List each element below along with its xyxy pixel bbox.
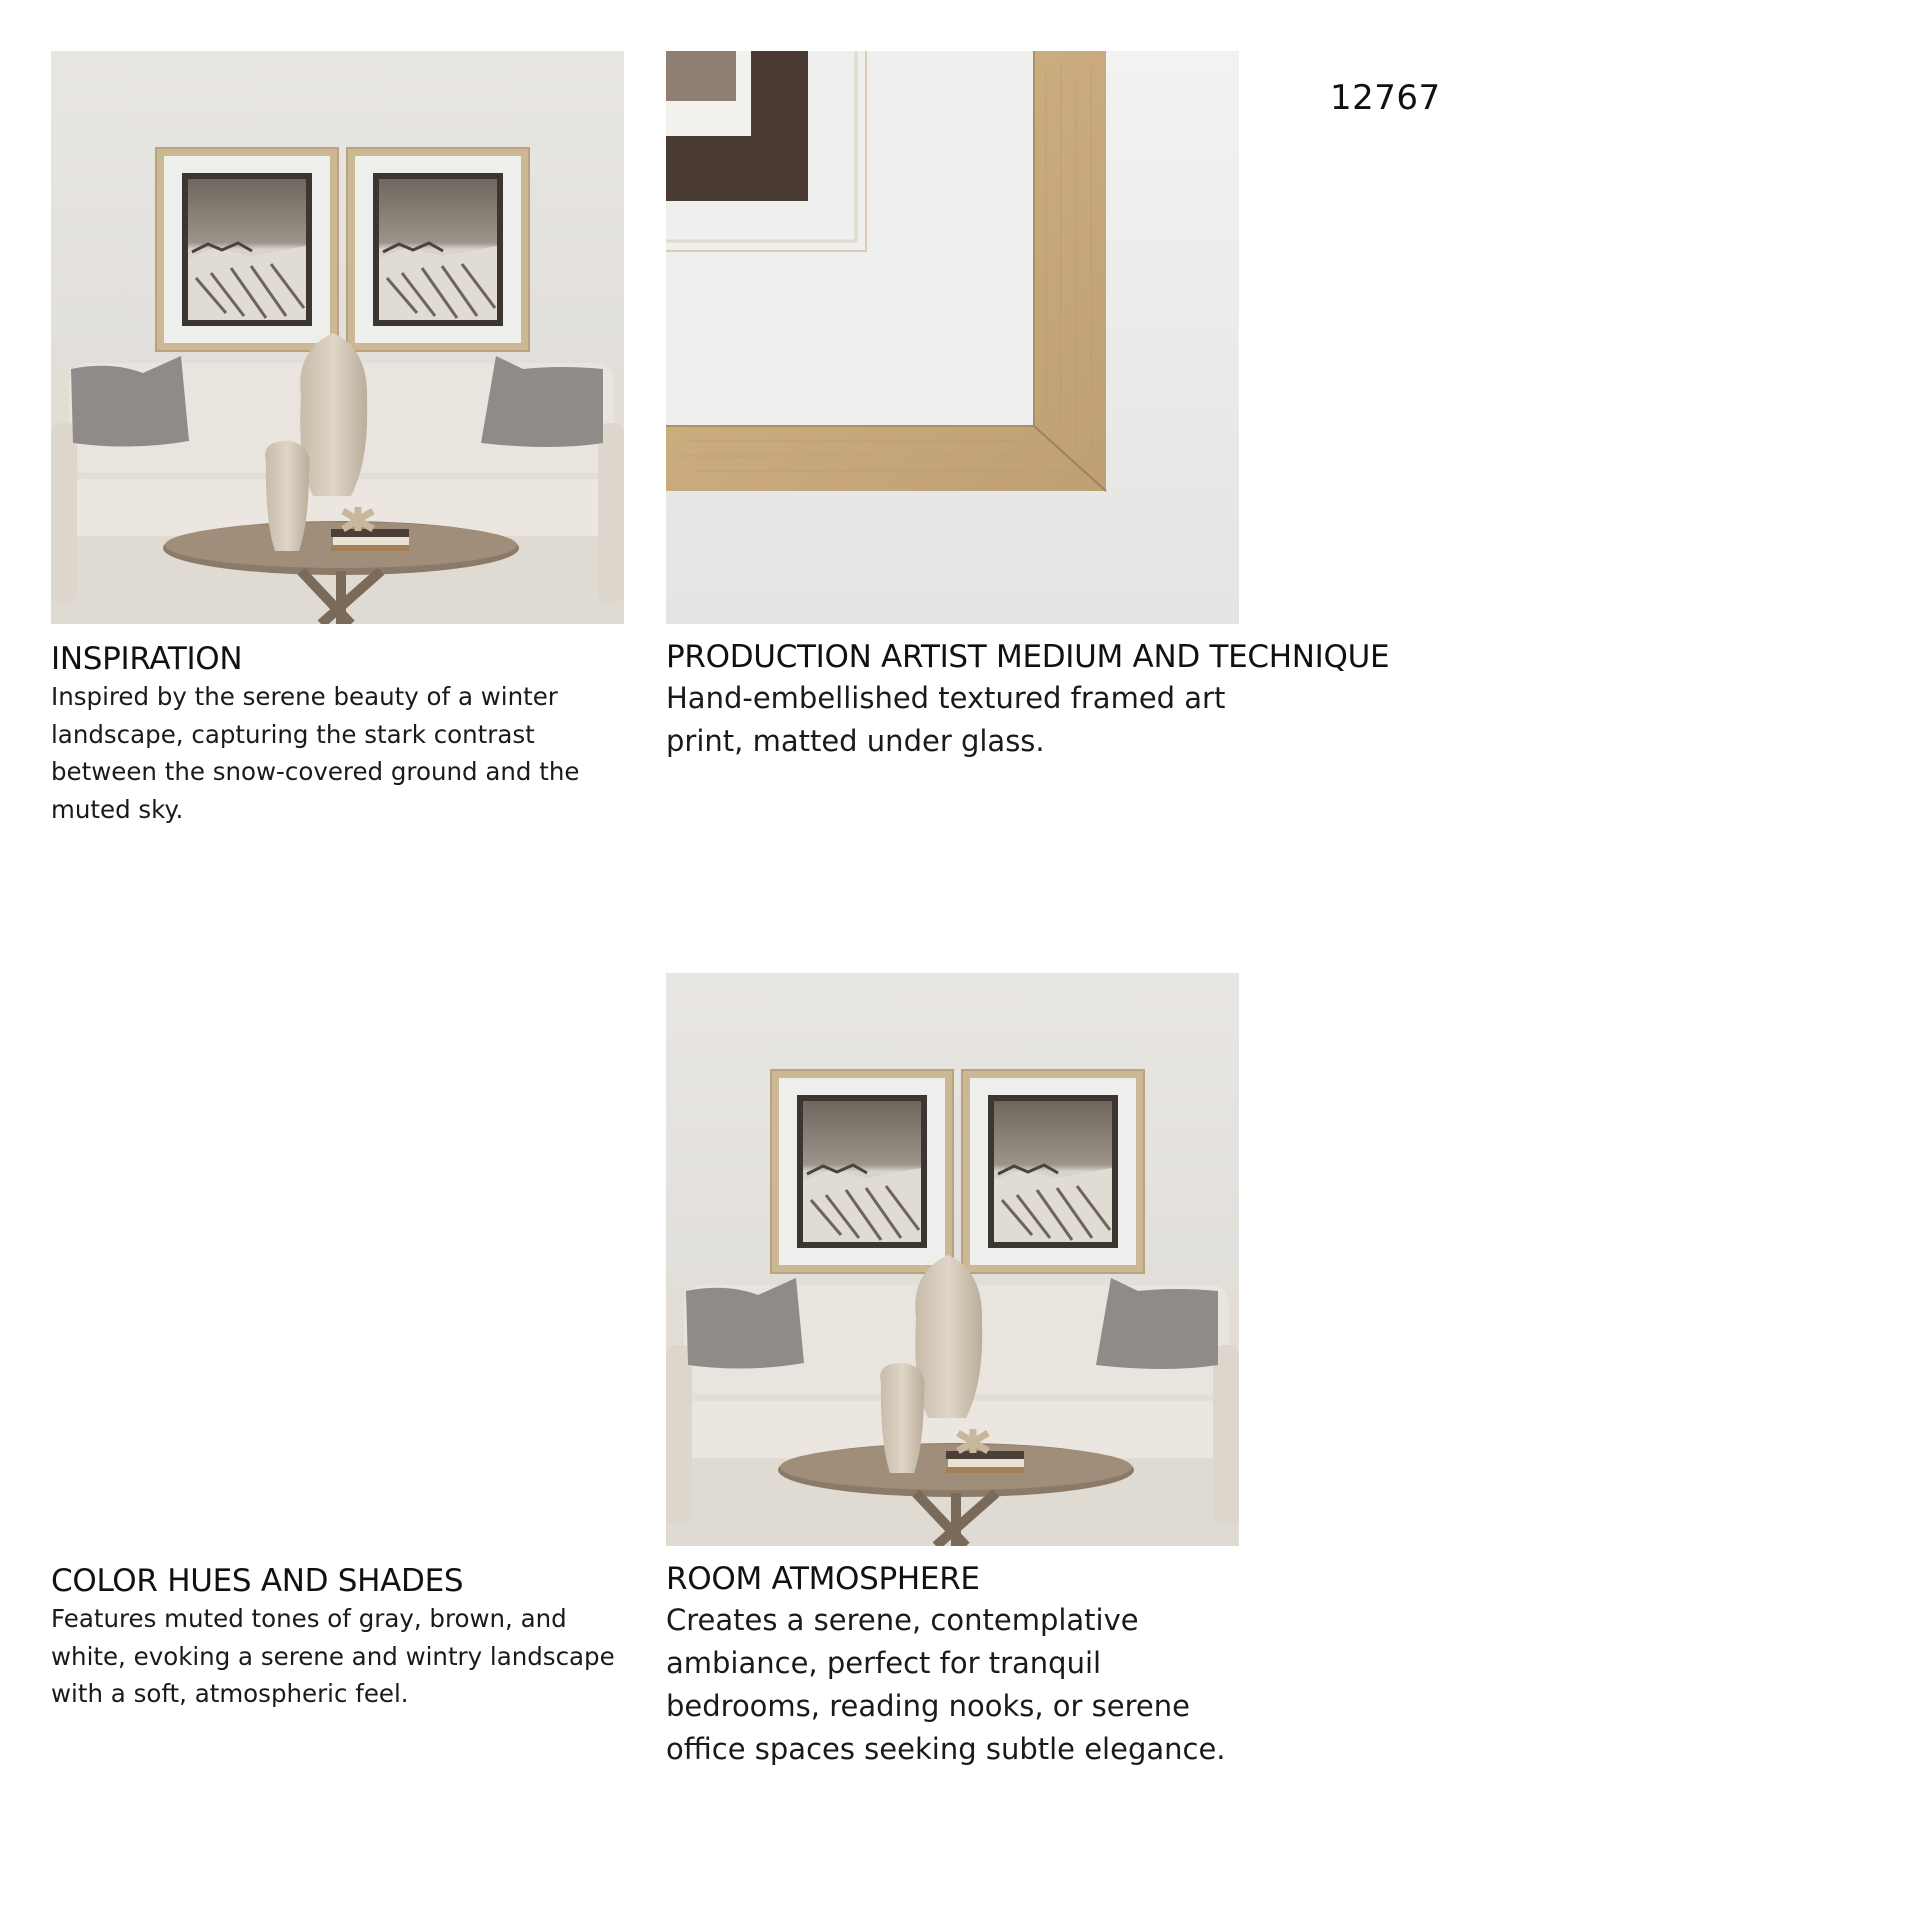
inspiration-text: Inspired by the serene beauty of a winter landscape, capturing the stark contrast between the snow-covered ground and the muted sky. xyxy=(51,682,580,824)
room-photo-top xyxy=(51,51,624,624)
product-sku: 12767 xyxy=(1330,78,1441,118)
room-scene-image xyxy=(666,973,1239,1546)
production-text: Hand-embellished textured framed art print, matted under glass. xyxy=(666,681,1226,758)
frame-corner-image xyxy=(666,51,1239,624)
production-heading: PRODUCTION ARTIST MEDIUM AND TECHNIQUE xyxy=(666,639,1390,675)
inspiration-heading: INSPIRATION xyxy=(51,641,243,677)
color-text: Features muted tones of gray, brown, and white, evoking a serene and wintry landscape with a soft, atmospheric feel. xyxy=(51,1604,615,1708)
room-text: Creates a serene, contemplative ambiance, perfect for tranquil bedrooms, reading nooks, or serene office spaces seeking subtle elegance. xyxy=(666,1603,1226,1766)
color-heading: COLOR HUES AND SHADES xyxy=(51,1563,464,1599)
room-scene-image xyxy=(51,51,624,624)
room-photo-bottom xyxy=(666,973,1239,1546)
frame-detail-photo xyxy=(666,51,1239,624)
room-heading: ROOM ATMOSPHERE xyxy=(666,1561,980,1597)
